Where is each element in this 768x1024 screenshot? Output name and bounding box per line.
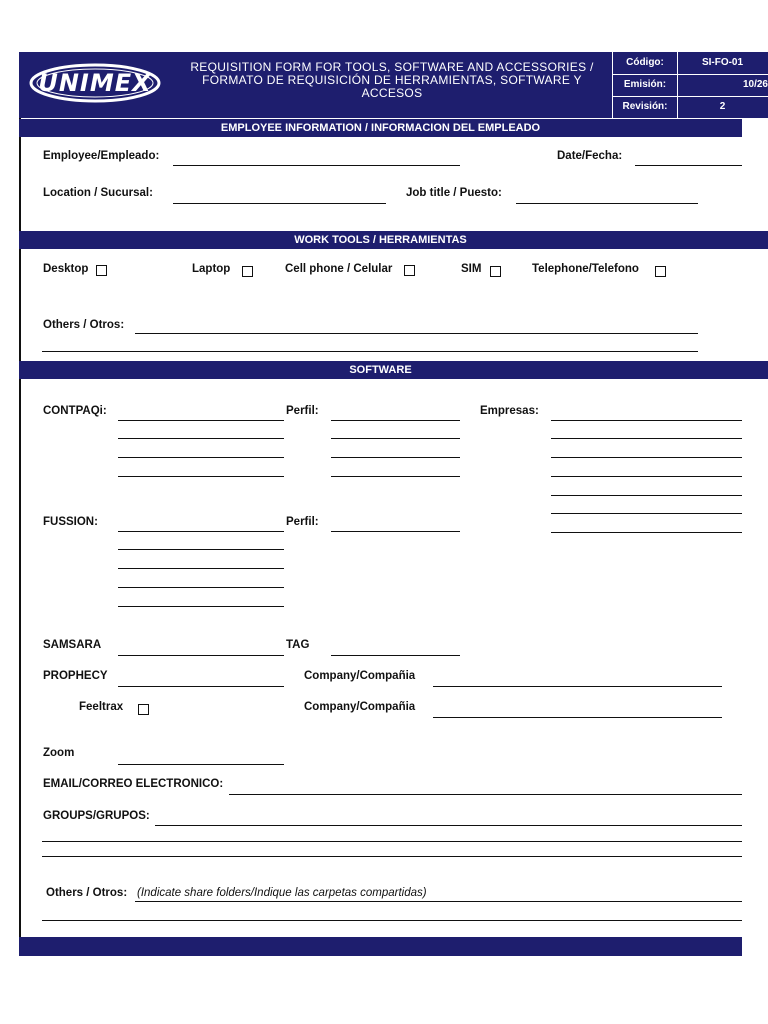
employee-field[interactable] (173, 165, 460, 166)
contpaqi-label: CONTPAQi: (43, 405, 107, 417)
location-label: Location / Sucursal: (43, 187, 153, 199)
tag-field[interactable] (331, 655, 460, 656)
sim-checkbox[interactable] (490, 266, 501, 277)
cellphone-checkbox[interactable] (404, 265, 415, 276)
telephone-checkbox[interactable] (655, 266, 666, 277)
band-gap (742, 119, 768, 137)
title-line-1: REQUISITION FORM FOR TOOLS, SOFTWARE AND ACCESSORIES / (190, 60, 594, 74)
prophecy-company-field[interactable] (433, 686, 722, 687)
contpaqi-perfil-field-3[interactable] (331, 457, 460, 458)
zoom-label: Zoom (43, 747, 75, 759)
fussion-field-4[interactable] (118, 587, 284, 588)
form-footer-band (19, 937, 742, 956)
empresas-field-1[interactable] (551, 420, 742, 421)
groups-field-2[interactable] (42, 841, 742, 842)
zoom-field[interactable] (118, 764, 284, 765)
desktop-checkbox[interactable] (96, 265, 107, 276)
samsara-field[interactable] (118, 655, 284, 656)
form-title (182, 61, 602, 100)
feeltrax-checkbox[interactable] (138, 704, 149, 715)
meta-revision-value: 2 (719, 101, 726, 112)
empresas-field-6[interactable] (551, 513, 742, 514)
job-title-field[interactable] (516, 203, 698, 204)
tools-others-field-2[interactable] (42, 351, 698, 352)
empresas-field-3[interactable] (551, 457, 742, 458)
fussion-perfil-label: Perfil: (286, 516, 319, 528)
fussion-field-5[interactable] (118, 606, 284, 607)
job-title-label: Job title / Puesto: (406, 187, 502, 199)
tools-others-field[interactable] (135, 333, 698, 334)
fussion-perfil-field[interactable] (331, 531, 460, 532)
fussion-field-2[interactable] (118, 549, 284, 550)
tag-label: TAG (286, 639, 310, 651)
contpaqi-perfil-field-2[interactable] (331, 438, 460, 439)
groups-label: GROUPS/GRUPOS: (43, 810, 150, 822)
laptop-label: Laptop (192, 263, 231, 275)
meta-revision-label: Revisión: (612, 96, 678, 118)
unimex-logo (28, 62, 162, 104)
prophecy-company-label: Company/Compañia (304, 670, 416, 682)
empresas-field-7[interactable] (551, 532, 742, 533)
tools-others-label: Others / Otros: (43, 319, 125, 331)
telephone-label: Telephone/Telefono (532, 263, 639, 275)
fussion-field-3[interactable] (118, 568, 284, 569)
band-tools-ext (742, 231, 768, 249)
prophecy-field[interactable] (118, 686, 284, 687)
title-line-2: FORMATO DE REQUISICIÓN DE HERRAMIENTAS, SOFTWARE Y (202, 73, 582, 87)
contpaqi-field-1[interactable] (118, 420, 284, 421)
groups-field-3[interactable] (42, 856, 742, 857)
empresas-field-5[interactable] (551, 495, 742, 496)
empresas-label: Empresas: (480, 405, 539, 417)
empresas-field-4[interactable] (551, 476, 742, 477)
date-field[interactable] (635, 165, 742, 166)
meta-revision (612, 96, 768, 118)
title-line-3: ACCESOS (361, 86, 423, 100)
meta-code (612, 52, 768, 75)
fussion-label: FUSSION: (43, 516, 98, 528)
contpaqi-perfil-label: Perfil: (286, 405, 319, 417)
meta-issue-value: 10/26 (742, 79, 768, 90)
contpaqi-perfil-field-4[interactable] (331, 476, 460, 477)
document-meta (612, 52, 768, 118)
contpaqi-field-4[interactable] (118, 476, 284, 477)
software-others-field[interactable] (135, 901, 742, 902)
fussion-field-1[interactable] (118, 531, 284, 532)
laptop-checkbox[interactable] (242, 266, 253, 277)
contpaqi-field-2[interactable] (118, 438, 284, 439)
cellphone-label: Cell phone / Celular (285, 263, 393, 275)
email-field[interactable] (229, 794, 742, 795)
software-others-field-2[interactable] (42, 920, 742, 921)
empresas-field-2[interactable] (551, 438, 742, 439)
section-tools-header: WORK TOOLS / HERRAMIENTAS (19, 231, 742, 249)
desktop-label: Desktop (43, 263, 89, 275)
location-field[interactable] (173, 203, 386, 204)
groups-field[interactable] (155, 825, 742, 826)
section-software-header: SOFTWARE (19, 361, 742, 379)
meta-code-label: Código: (612, 52, 678, 74)
employee-label: Employee/Empleado: (43, 150, 160, 162)
software-others-hint: (Indicate share folders/Indique las carpetas compartidas) (137, 887, 427, 899)
meta-issue (612, 74, 768, 97)
meta-code-value: SI-FO-01 (701, 57, 744, 68)
software-others-label: Others / Otros: (46, 887, 128, 899)
sim-label: SIM (461, 263, 482, 275)
svg-text:UNIMEX: UNIMEX (38, 69, 152, 97)
meta-issue-label: Emisión: (612, 74, 678, 96)
feeltrax-company-field[interactable] (433, 717, 722, 718)
contpaqi-field-3[interactable] (118, 457, 284, 458)
contpaqi-perfil-field-1[interactable] (331, 420, 460, 421)
band-software-ext (742, 361, 768, 379)
feeltrax-label: Feeltrax (79, 701, 124, 713)
date-label: Date/Fecha: (557, 150, 623, 162)
prophecy-label: PROPHECY (43, 670, 108, 682)
email-label: EMAIL/CORREO ELECTRONICO: (43, 778, 224, 790)
section-employee-header: EMPLOYEE INFORMATION / INFORMACION DEL EMPLEADO (19, 119, 742, 137)
feeltrax-company-label: Company/Compañia (304, 701, 416, 713)
samsara-label: SAMSARA (43, 639, 102, 651)
